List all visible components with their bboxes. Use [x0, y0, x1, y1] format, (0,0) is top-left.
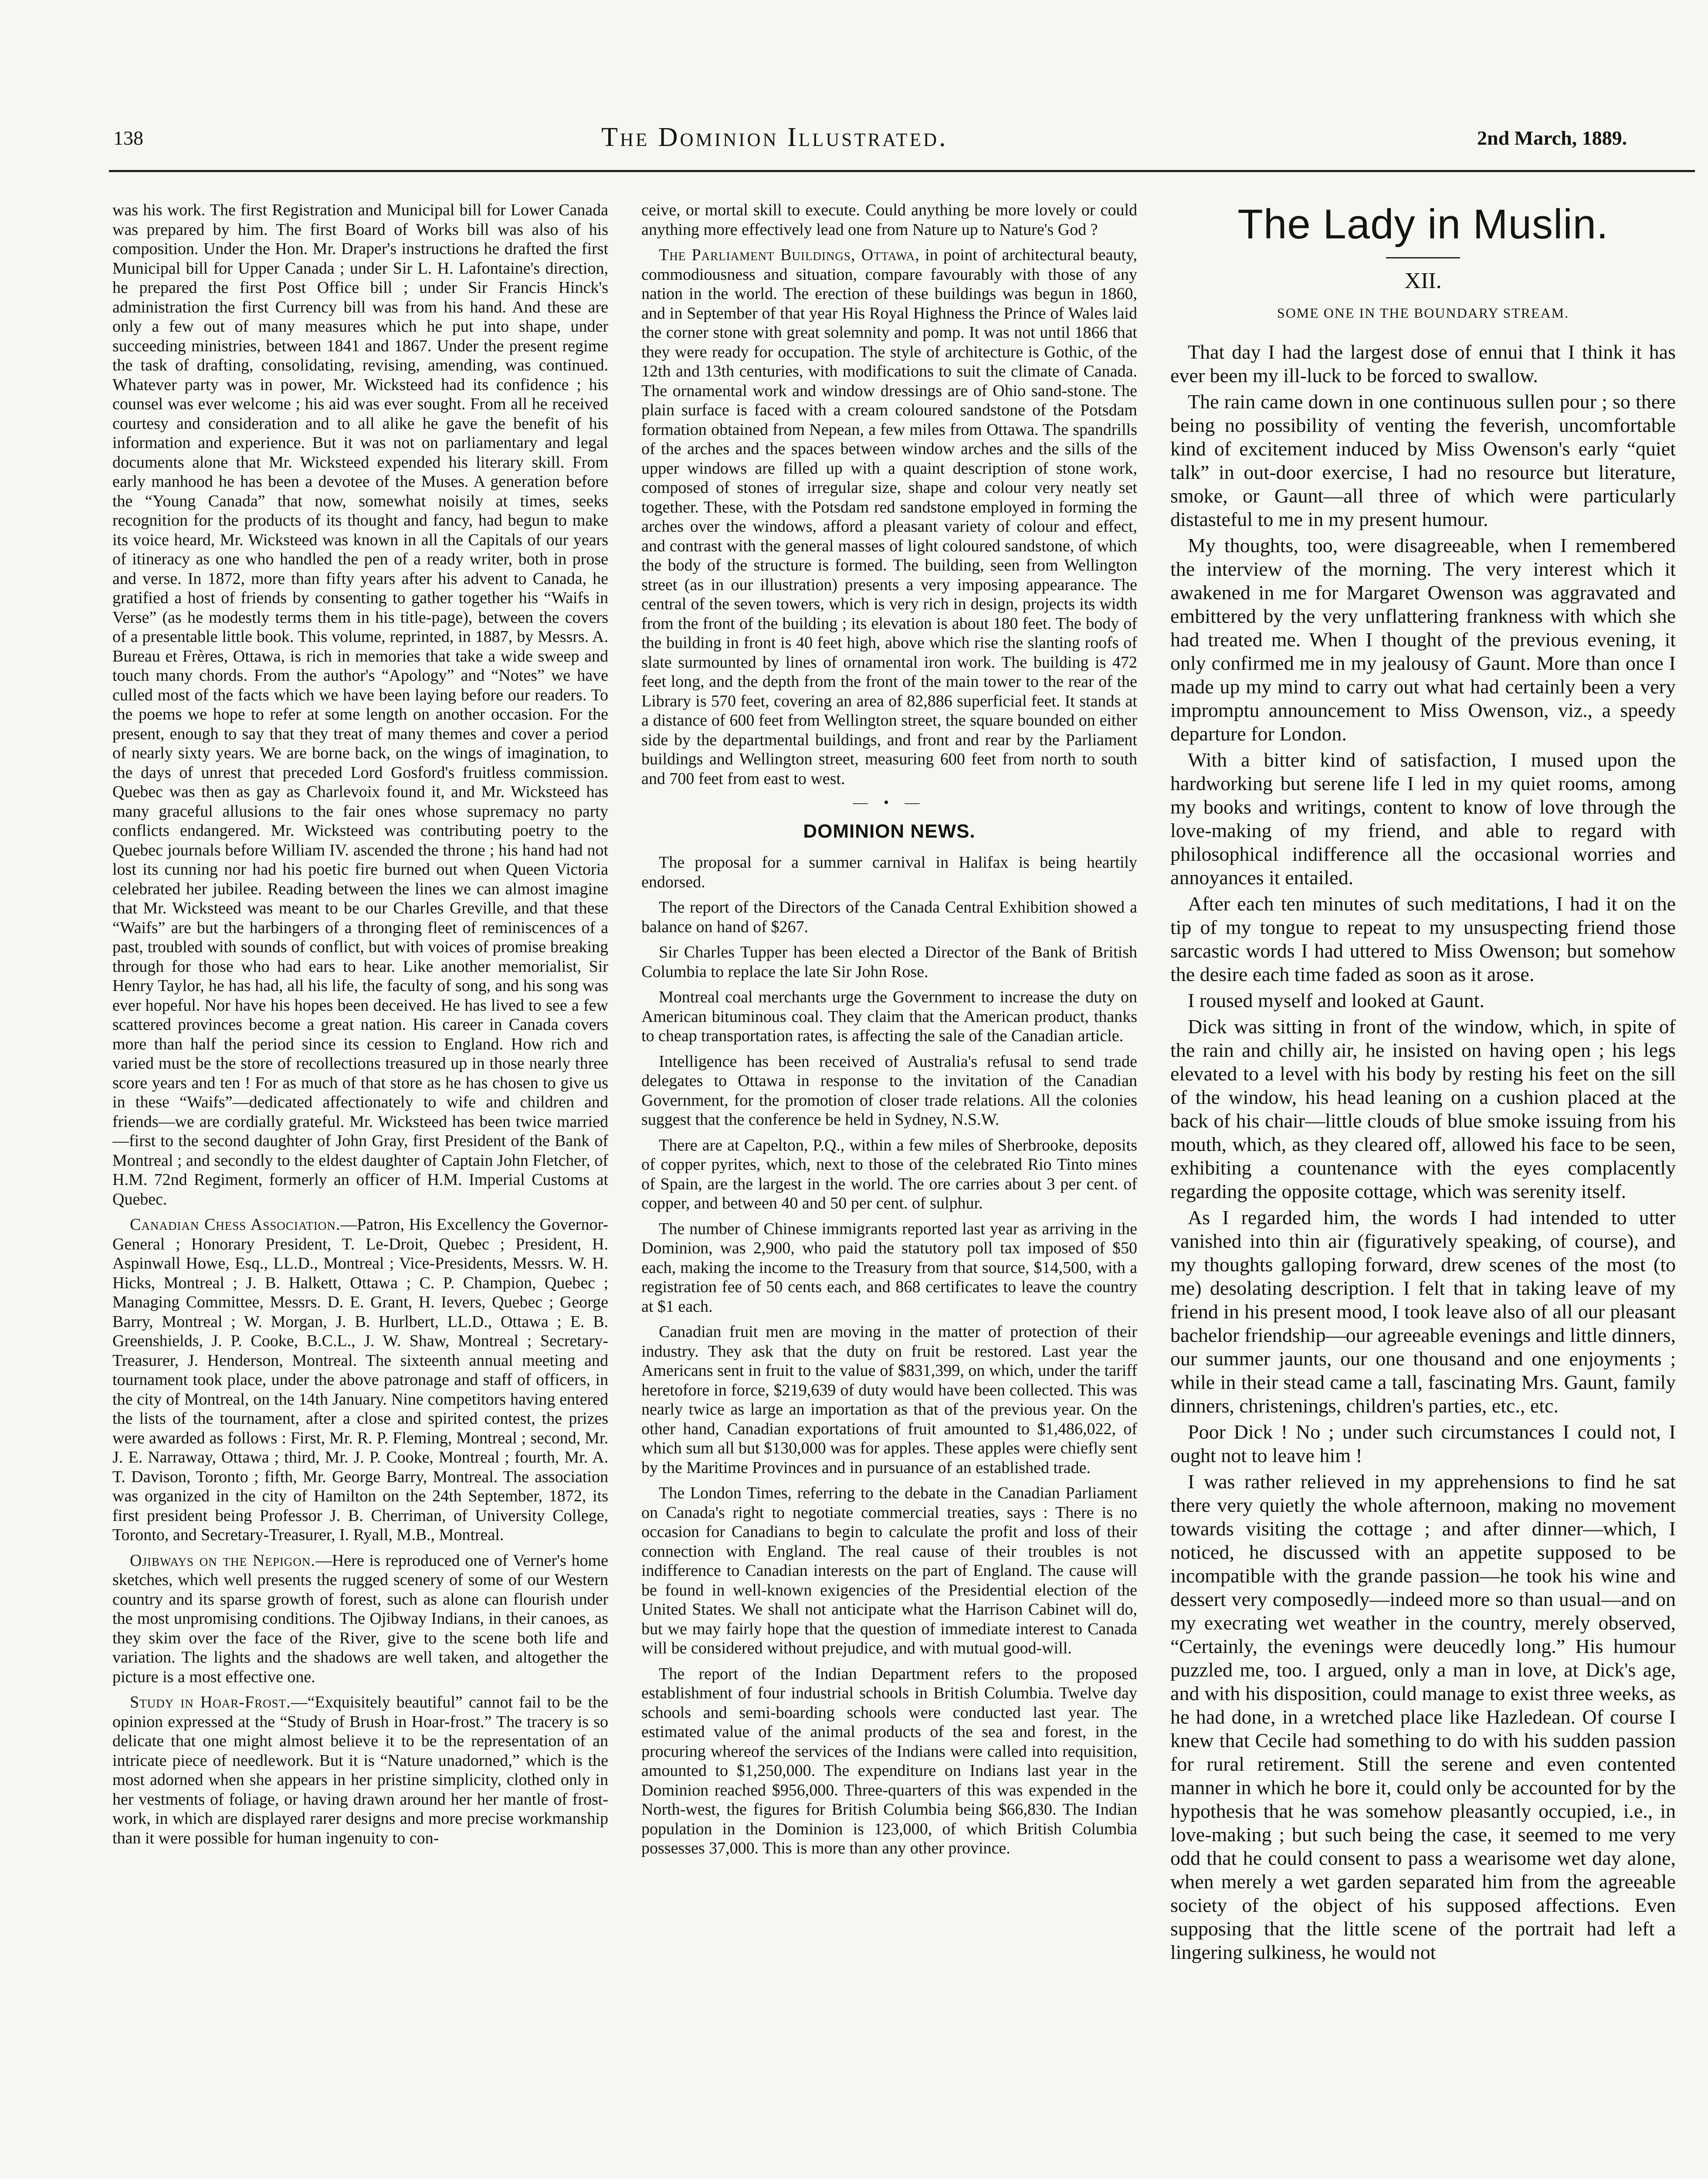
dominion-news-heading: DOMINION NEWS. [803, 821, 976, 842]
news-item: The report of the Directors of the Canada Central Exhibition showed a balance on hand of $267. [641, 898, 1137, 936]
ojibways-lead: Ojibways on the Nepigon. [130, 1551, 315, 1570]
news-item: The report of the Indian Department refers to the proposed establishment of four industrial schools in British Columbia. Twelve day schools and semi-boarding schools were conducted last year. The estimated value of the animal products of the sea and forest, in the procuring whereof the services of the Indians were called into requisition, amounted to $1,250,000. The expenditure on Indians last year in the Dominion reached $956,000. Three-quarters of this was expended in the North-west, the figures for British Columbia being $66,830. The Indian population in the Dominion is 123,000, of which British Columbia possesses 37,000. This is more than any other province. [641, 1664, 1137, 1857]
page-number: 138 [113, 127, 143, 149]
hoar-frost-text: —“Exquisitely beautiful” cannot fail to be the opinion expressed at the “Study of Brush in Hoar-frost.” The tracery is so delicate that one might almost believe it to be the representation of an intricate piece of needlework. But it is “Nature unadorned,” which is the most adorned when she appears in her pristine simplicity, clothed only in her vestments of foliage, or having drawn around her her mantle of frost-work, in which are displayed rarer designs and more precise workmanship than it were possible for human ingenuity to con- [112, 1693, 608, 1847]
parliament-buildings-paragraph [641, 245, 1137, 788]
story-paragraph: The rain came down in one continuous sullen pour ; so there being no possibility of venting the feverish, uncomfortable kind of excitement induced by Miss Owenson's early “quiet talk” in out-door exercise, I had no resource but literature, smoke, or Gaunt—all three of which were particularly distasteful to me in my present humour. [1170, 390, 1676, 530]
issue-date: 2nd March, 1889. [1477, 127, 1627, 149]
header-rule [109, 170, 1695, 172]
story-paragraph: I was rather relieved in my apprehensions to find he sat there very quietly the whole afternoon, making no movement towards visiting the cottage ; and after dinner—which, I noticed, he discussed with an appetite supposed to be incompatible with the grande passion—he took his wine and dessert very composedly—indeed more so than usual—and on my execrating wet weather in the country, merely observed, “Certainly, the evenings were deucedly long.” His humour puzzled me, too. I argued, only a man in love, at Dick's age, and with his disposition, could manage to exist three weeks, as he had done, in a wretched place like Hazledean. Of course I knew that Cecile had something to do with his sudden passion for rural retirement. Still the serene and even contented manner in which he bore it, could only be accounted for by the hypothesis that he was somehow pleasantly occupied, i.e., in love-making ; but such being the case, it seemed to me very odd that he could consent to pass a wearisome wet day alone, when merely a wet garden separated him from the agreeable society of the object of his supposed affections. Even supposing that the little scene of the portrait had left a lingering sulkiness, he would not [1170, 1470, 1676, 1963]
parliament-text: in point of architectural beauty, commodiousness and situation, compare favourably with those of any nation in the world. The erection of these buildings was begun in 1860, and in September of that year His Royal Highness the Prince of Wales laid the corner stone with great solemnity and pomp. It was not until 1866 that they were ready for occupation. The style of architecture is Gothic, of the 12th and 13th centuries, with modifications to suit the climate of Canada. The ornamental work and window dressings are of Ohio sand-stone. The plain surface is faced with a cream coloured sandstone of the Potsdam formation obtained from Nepean, a few miles from Ottawa. The spandrills of the arches and the spaces between window arches and the sills of the upper windows are filled up with a quaint description of stone work, composed of stones of irregular size, shape and colour very neatly set together. These, with the Potsdam red sandstone employed in forming the arches over the windows, afford a pleasant variety of colour and effect, and contrast with the general masses of light coloured sandstone, of which the body of the structure is formed. The building, seen from Wellington street (as in our illustration) presents a very imposing appearance. The central of the seven towers, which is very rich in design, projects its width from the front of the building ; its elevation is about 180 feet. The body of the building in front is 40 feet high, above which rise the slanting roofs of slate surmounted by lines of ornamental iron work. The building is 472 feet long, and the depth from the front of the main tower to the rear of the Library is 570 feet, covering an area of 82,886 superficial feet. It stands at a distance of 600 feet from Wellington street, the square bounded on either side by the departmental buildings, and front and rear by the Parliament buildings and Wellington street, measuring 600 feet from north to south and 700 feet from east to west. [641, 246, 1137, 788]
story-paragraph: As I regarded him, the words I had intended to utter vanished into thin air (figuratively speaking, of course), and my thoughts galloping forward, drew scenes of the most (to me) desolating description. I felt that in taking leave of my friend in his present mood, I took leave also of all our pleasant bachelor friendship—our agreeable evenings and little dinners, our summer jaunts, our one thousand and one enjoyments ; while in their stead came a tall, fascinating Mrs. Gaunt, family dinners, christenings, children's parties, etc., etc. [1170, 1206, 1676, 1417]
chess-text: —Patron, His Excellency the Governor-General ; Honorary President, T. Le-Droit, Quebec ; President, H. Aspinwall Howe, Esq., LL.D., Montreal ; Vice-Presidents, Messrs. W. H. Hicks, Montreal ; J. B. Halkett, Ottawa ; C. P. Champion, Quebec ; Managing Committee, Messrs. D. E. Grant, H. Ievers, Quebec ; George Barry, Montreal ; W. Morgan, J. B. Hurlbert, LL.D., Ottawa ; E. B. Greenshields, J. P. Cooke, B.C.L., J. W. Shaw, Montreal ; Secretary-Treasurer, J. Henderson, Montreal. The sixteenth annual meeting and tournament took place, under the above patronage and staff of officers, in the city of Montreal, on the 14th January. Nine competitors having entered the lists of the tournament, after a close and spirited contest, the prizes were awarded as follows : First, Mr. R. P. Fleming, Montreal ; second, Mr. J. E. Narraway, Ottawa ; third, Mr. J. P. Cooke, Montreal ; fourth, Mr. A. T. Davison, Toronto ; fifth, Mr. George Barry, Montreal. The association was organized in the city of Hamilton on the 24th September, 1872, its first president being Professor J. B. Cherriman, of University College, Toronto, and Secretary-Treasurer, I. Ryall, M.B., Montreal. [112, 1215, 608, 1544]
hoar-frost-continuation: ceive, or mortal skill to execute. Could anything be more lovely or could anything more effectively lead one from Nature up to Nature's God ? [641, 201, 1137, 239]
wicksteed-article: was his work. The first Registration and Municipal bill for Lower Canada was prepared by him. The first Board of Works bill was also of his composition. Under the Hon. Mr. Draper's instructions he drafted the first Municipal bill for Upper Canada ; under Sir L. H. Lafontaine's direction, he prepared the first Post Office bill ; under Sir Francis Hinck's administration the first Currency bill was from his hand. And these are only a few out of many measures which he put into shape, under succeeding ministries, between 1841 and 1867. Under the present regime the task of drafting, consolidating, revising, amending, was continued. Whatever party was in power, Mr. Wicksteed had its confidence ; his counsel was ever welcome ; his aid was ever sought. From all he received courtesy and consideration and to all alike he gave the benefit of his information and experience. But it was not on parliamentary and legal documents alone that Mr. Wicksteed expended his literary skill. From early manhood he has been a devotee of the Muses. A generation before the “Young Canada” that now, somewhat noisily at times, seeks recognition for the products of its thought and fancy, had begun to make its voice heard, Mr. Wicksteed was known in all the Capitals of our years of itineracy as one who handled the pen of a ready writer, both in prose and verse. In 1872, more than fifty years after his advent to Canada, he gratified a host of friends by consenting to gather together his “Waifs in Verse” (as he modestly terms them in his title-page), between the covers of a presentable little book. This volume, reprinted, in 1887, by Messrs. A. Bureau et Frères, Ottawa, is rich in memories that take a wide sweep and touch many chords. From the author's “Apology” and “Notes” we have culled most of the facts which we have been laying before our readers. To the poems we hope to refer at some length on another occasion. For the present, enough to say that they treat of many themes and cover a period of nearly sixty years. We are borne back, on the wings of imagination, to the days of unrest that preceded Lord Gosford's fruitless commission. Quebec was then as gay as Charlevoix found it, and Mr. Wicksteed has many graceful allusions to the fair ones whose supremacy no party conflicts endangered. Mr. Wicksteed was contributing poetry to the Quebec journals before William IV. ascended the throne ; his hand had not lost its cunning nor had his poetic fire burned out when Queen Victoria celebrated her jubilee. Reading between the lines we can almost imagine that Mr. Wicksteed was meant to be our Charles Greville, and that these “Waifs” are but the harbingers of a thronging fleet of reminiscences of a past, troubled with sounds of conflict, but with voices of promise breaking through for those who had ears to hear. Like another memorialist, Sir Henry Taylor, he has had, all his life, the faculty of song, and his song was ever hopeful. Nor have his hopes been deceived. He has lived to see a few scattered provinces become a great nation. His career in Canada covers more than half the period since its cession to England. How rich and varied must be the store of recollections treasured up in those nearly three score years and ten ! For as much of that store as he has chosen to give us in these “Waifs”—dedicated affectionately to wife and children and friends—we are cordially grateful. Mr. Wicksteed has been twice married—first to the second daughter of John Gray, first President of the Bank of Montreal ; and secondly to the eldest daughter of Captain John Fletcher, of H.M. 72nd Regiment, formerly an officer of H.M. Imperial Customs at Quebec. [112, 201, 608, 1208]
news-item: The number of Chinese immigrants reported last year as arriving in the Dominion, was 2,900, who paid the statutory poll tax imposed of $50 each, making the income to the Treasury from that source, $14,500, with a registration fee of 50 cents each, and 868 certificates to leave the country at $1 each. [641, 1219, 1137, 1316]
story-paragraph: That day I had the largest dose of ennui that I think it has ever been my ill-luck to be forced to swallow. [1170, 341, 1676, 387]
story-paragraph: After each ten minutes of such meditations, I had it on the tip of my tongue to repeat to my unsuspecting friend those sarcastic words I had uttered to Miss Owenson; but somehow the desire each time faded as soon as it arose. [1170, 893, 1676, 985]
story-paragraph: Poor Dick ! No ; under such circumstances I could not, I ought not to leave him ! [1170, 1421, 1676, 1466]
title-rule [1386, 257, 1460, 258]
hoar-frost-lead: Study in Hoar-Frost. [130, 1693, 291, 1711]
story-paragraph: With a bitter kind of satisfaction, I mused upon the hardworking but serene life I led in my quiet rooms, among my books and writings, content to know of love through the love-making of my friend, and able to regard with philosophical indifference all the occasional worries and annoyances it entailed. [1170, 749, 1676, 889]
section-divider: — • — [853, 794, 926, 811]
news-item: The proposal for a summer carnival in Halifax is being heartily endorsed. [641, 853, 1137, 891]
news-item: Intelligence has been received of Australia's refusal to send trade delegates to Ottawa in response to the invitation of the Canadian Government, for the promotion of closer trade relations. All the colonies suggest that the conference be held in Sydney, N.S.W. [641, 1052, 1137, 1129]
hoar-frost-paragraph [112, 1693, 608, 1848]
masthead: The Dominion Illustrated. [601, 122, 948, 152]
news-item: The London Times, referring to the debate in the Canadian Parliament on Canada's right to negotiate commercial treaties, says : There is no occasion for Canadians to begin to calculate the profit and loss of their connection with England. The real cause of their troubles is not indifference to Canadian interests on the part of England. The cause will be found in well-known exigencies of the Presidential election of the United States. We shall not anticipate what the Harrison Cabinet will do, but we may fairly hope that the question of immediate interest to Canada will be considered without prejudice, and with mutual good-will. [641, 1484, 1137, 1657]
column-left [112, 200, 608, 2179]
chess-association-paragraph [112, 1215, 608, 1545]
ojibways-text: —Here is reproduced one of Verner's home sketches, which well presents the rugged scenery of some of our Western country and its sparse growth of forest, such as alone can flourish under the most unpromising conditions. The Ojibway Indians, in their canoes, as they skim over the face of the River, give to the scene both life and variation. The lights and the shadows are well taken, and altogether the picture is a most effective one. [112, 1551, 608, 1686]
story-paragraph: My thoughts, too, were disagreeable, when I remembered the interview of the morning. The very interest which it awakened in me for Margaret Owenson was aggravated and embittered by the very unflattering frankness with which she had treated me. When I thought of the previous evening, it only confirmed me in my jealousy of Gaunt. More than once I made up my mind to carry out what had certainly been a very impromptu announcement to Miss Owenson, viz., a speedy departure for London. [1170, 534, 1676, 745]
story-paragraph: Dick was sitting in front of the window, which, in spite of the rain and chilly air, he insisted on having open ; his legs elevated to a level with his body by resting his feet on the sill of the window, his head leaning on a cushion placed at the back of his chair—little clouds of blue smoke issuing from his mouth, which, as they cleared off, allowed his face to be seen, exhibiting a countenance with the eyes complacently regarding the opposite cottage, which was serenity itself. [1170, 1015, 1676, 1202]
parliament-lead: The Parliament Buildings, Ottawa, [659, 246, 920, 264]
column-middle [641, 200, 1137, 2179]
chapter-number: XII. [1404, 268, 1442, 293]
page-header [0, 122, 1708, 166]
chapter-title: SOME ONE IN THE BOUNDARY STREAM. [1277, 305, 1569, 321]
news-item: Canadian fruit men are moving in the matter of protection of their industry. They ask that the duty on fruit be restored. Last year the Americans sent in fruit to the value of $831,399, on which, under the tariff heretofore in force, $219,639 of duty would have been collected. This was nearly twice as large an importation as that of the previous year. On the other hand, Canadian exportations of fruit amounted to $1,486,022, of which sum all but $130,000 was for apples. These apples were chiefly sent by the Maritime Provinces and in pursuance of an established trade. [641, 1323, 1137, 1477]
column-right [1170, 200, 1676, 2179]
news-item: There are at Capelton, P.Q., within a few miles of Sherbrooke, deposits of copper pyrites, which, next to those of the celebrated Rio Tinto mines of Spain, are the largest in the world. The ore carries about 3 per cent. of copper, and between 40 and 50 per cent. of sulphur. [641, 1136, 1137, 1212]
chess-lead: Canadian Chess Association. [130, 1215, 341, 1234]
news-item: Sir Charles Tupper has been elected a Director of the Bank of British Columbia to replace the late Sir John Rose. [641, 943, 1137, 981]
story-paragraph: I roused myself and looked at Gaunt. [1188, 989, 1484, 1011]
ojibways-paragraph [112, 1551, 608, 1687]
story-title: The Lady in Muslin. [1237, 201, 1609, 248]
news-item: Montreal coal merchants urge the Government to increase the duty on American bituminous coal. They claim that the American product, thanks to cheap transportation rates, is affecting the sale of the Canadian article. [641, 988, 1137, 1045]
